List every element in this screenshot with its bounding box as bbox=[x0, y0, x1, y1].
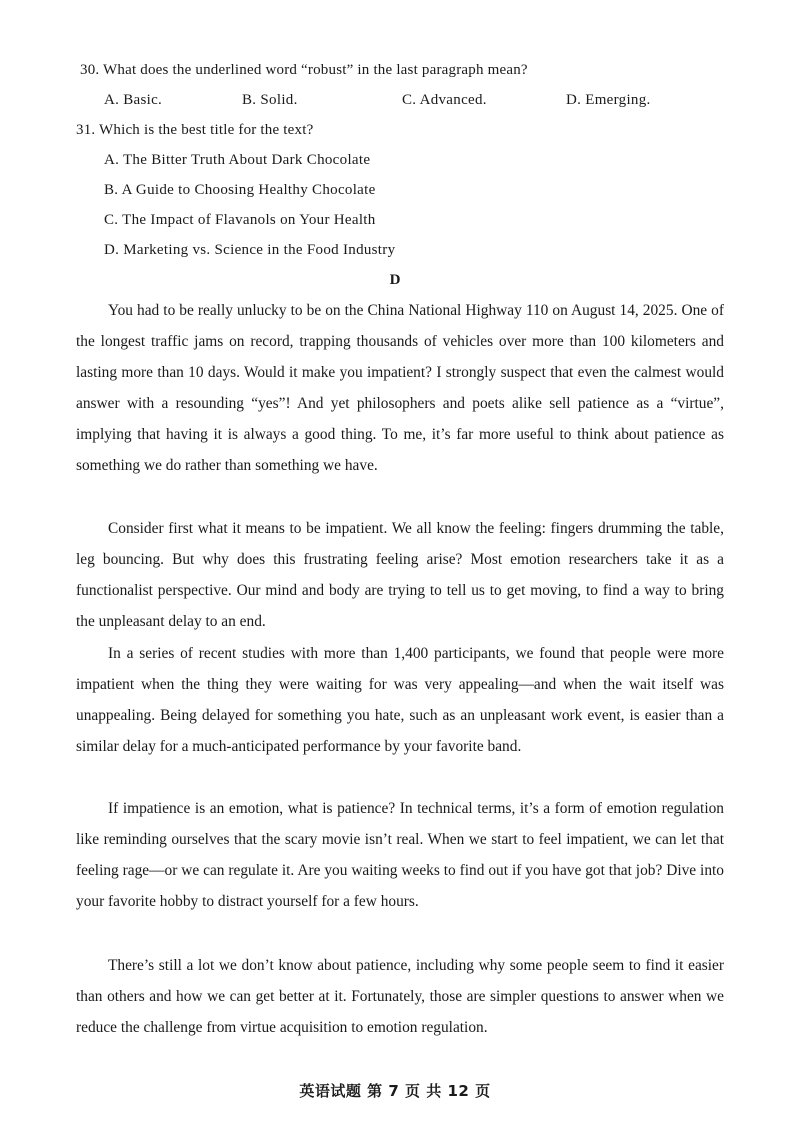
question-31-option-b: B. A Guide to Choosing Healthy Chocolate bbox=[104, 182, 376, 198]
question-31-option-c: C. The Impact of Flavanols on Your Health bbox=[104, 212, 376, 228]
passage-paragraph-2: Consider first what it means to be impatient. We all know the feeling: fingers drumming the table, leg bouncing. But why does this frustrating feeling arise? Most emotion researchers take it as a functionalist perspective. Our mind and body are trying to tell us to get moving, to find a way to bring the unpleasant delay to an end. bbox=[76, 520, 724, 630]
question-30-stem: 30. What does the underlined word “robust” in the last paragraph mean? bbox=[80, 62, 528, 78]
passage-paragraph-5: There’s still a lot we don’t know about patience, including why some people seem to find it easier than others and how we can get better at it. Fortunately, those are simpler questions to answer when we reduce the challenge from virtue acquisition to emotion regulation. bbox=[76, 957, 724, 1036]
question-30-option-c: C. Advanced. bbox=[402, 92, 487, 108]
section-heading: D bbox=[389, 272, 401, 288]
page-footer: 英语试题 第 7 页 共 12 页 bbox=[299, 1082, 491, 1100]
question-31-stem: 31. Which is the best title for the text? bbox=[76, 122, 314, 138]
question-30-option-b: B. Solid. bbox=[242, 92, 298, 108]
question-30-option-a: A. Basic. bbox=[104, 92, 163, 108]
question-31-option-d: D. Marketing vs. Science in the Food Industry bbox=[104, 242, 396, 258]
question-30-option-d: D. Emerging. bbox=[566, 92, 651, 108]
passage-paragraph-4: If impatience is an emotion, what is patience? In technical terms, it’s a form of emotion regulation like reminding ourselves that the scary movie isn’t real. When we start to feel impatient, we can let that feeling rage—or we can regulate it. Are you waiting weeks to find out if you have got that job? Dive into your favorite hobby to distract yourself for a few hours. bbox=[76, 800, 724, 910]
passage-paragraph-3: In a series of recent studies with more than 1,400 participants, we found that people were more impatient when the thing they were waiting for was very appealing—and when the wait itself was unappealing. Being delayed for something you hate, such as an unpleasant work event, is easier than a similar delay for a much-anticipated performance by your favorite band. bbox=[76, 645, 724, 755]
passage-paragraph-1: You had to be really unlucky to be on the China National Highway 110 on August 14, 2025. One of the longest traffic jams on record, trapping thousands of vehicles over more than 100 kilometers and lasting more than 10 days. Would it make you impatient? I strongly suspect that even the calmest would answer with a resounding “yes”! And yet philosophers and poets alike sell patience as a “virtue”, implying that having it is always a good thing. To me, it’s far more useful to think about patience as something we do rather than something we have. bbox=[76, 302, 724, 474]
question-31-option-a: A. The Bitter Truth About Dark Chocolate bbox=[104, 152, 371, 168]
